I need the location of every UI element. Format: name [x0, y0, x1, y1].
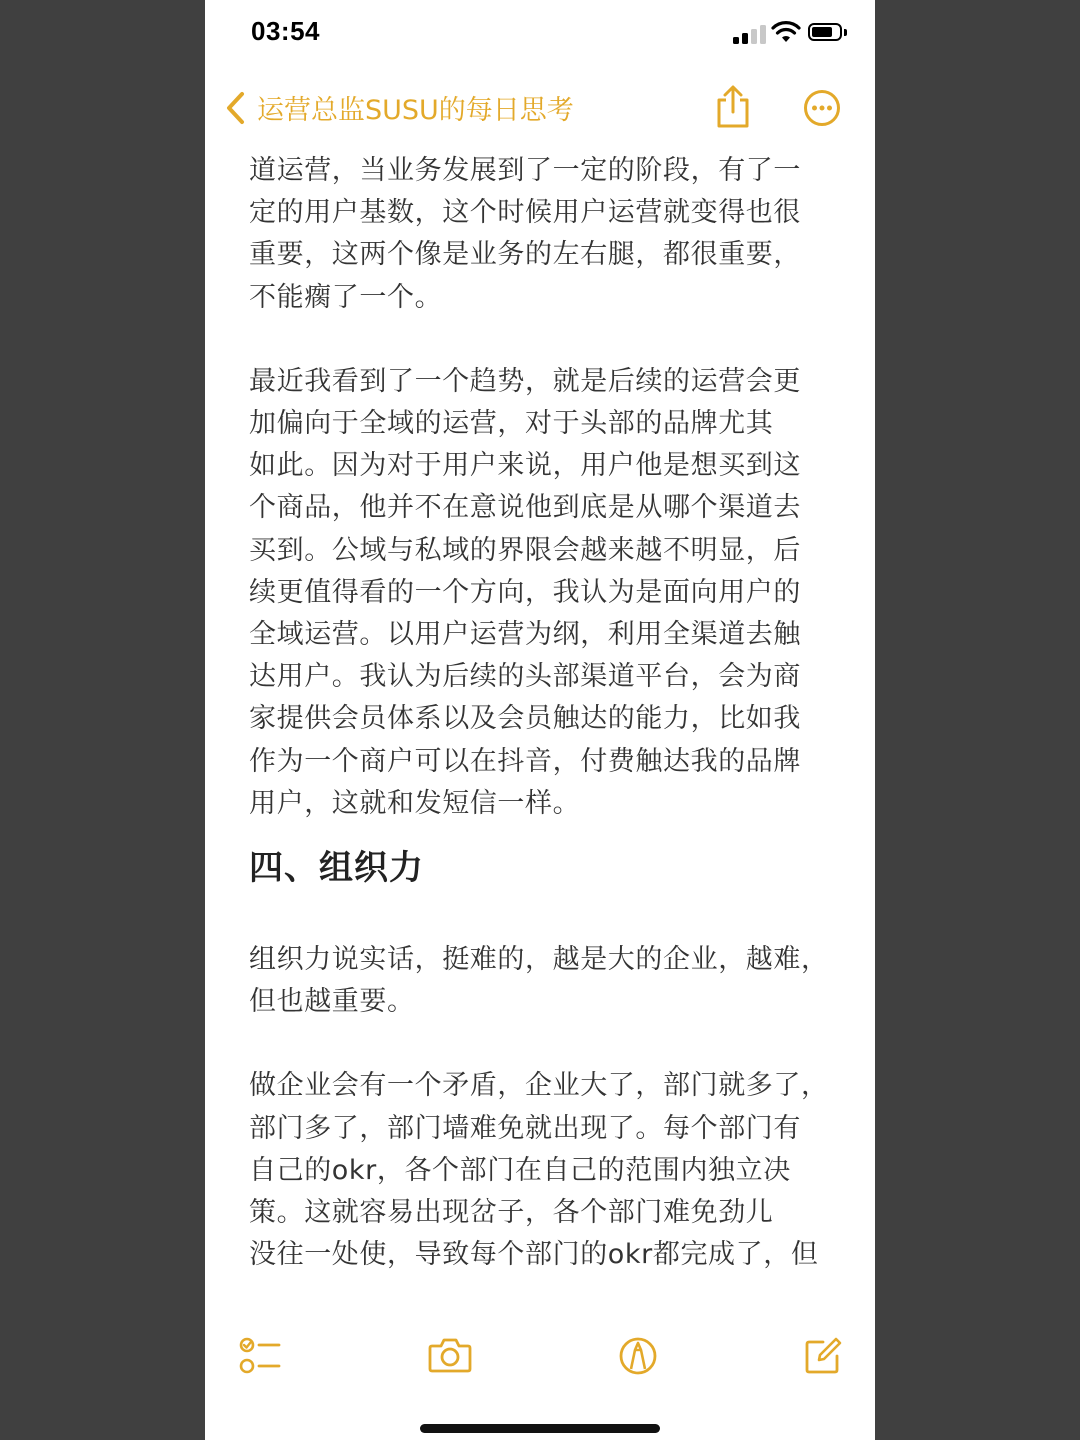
text-line: 续更值得看的一个方向，我认为是面向用户的	[249, 576, 801, 608]
wifi-icon	[771, 20, 801, 44]
text-line: 家提供会员体系以及会员触达的能力，比如我	[249, 703, 801, 735]
home-indicator[interactable]	[420, 1424, 660, 1433]
text-line: 达用户。我认为后续的头部渠道平台，会为商	[249, 661, 801, 693]
text-line: 全域运营。以用户运营为纲，利用全渠道去触	[249, 619, 801, 651]
text-line: 部门多了，部门墙难免就出现了。每个部门有	[249, 1112, 801, 1144]
text-line: 作为一个商户可以在抖音，付费触达我的品牌	[249, 745, 801, 777]
section-heading: 四、组织力	[249, 848, 424, 889]
text-line: 自己的okr，各个部门在自己的范围内独立决	[249, 1154, 791, 1186]
camera-icon[interactable]	[428, 1336, 472, 1374]
text-line: 道运营，当业务发展到了一定的阶段，有了一	[249, 155, 801, 186]
share-icon[interactable]	[713, 84, 753, 130]
text-line: 但也越重要。	[249, 986, 415, 1018]
text-line: 最近我看到了一个趋势，就是后续的运营会更	[249, 365, 801, 397]
more-icon[interactable]	[803, 89, 841, 127]
note-body[interactable]	[249, 150, 839, 1310]
markup-pen-icon[interactable]	[618, 1336, 658, 1376]
phone-screen	[205, 0, 875, 1440]
text-line: 不能瘸了一个。	[249, 281, 443, 313]
checklist-icon[interactable]	[239, 1336, 281, 1376]
battery-cap	[844, 29, 847, 36]
text-line: 重要，这两个像是业务的左右腿，都很重要，	[249, 239, 801, 271]
text-line: 组织力说实话，挺难的，越是大的企业，越难，	[249, 944, 829, 976]
paragraph-1	[249, 150, 839, 319]
bottom-toolbar	[205, 1320, 875, 1400]
back-folder-title[interactable]: 运营总监SUSU的每日思考	[257, 95, 574, 126]
text-line: 做企业会有一个矛盾，企业大了，部门就多了，	[249, 1070, 829, 1102]
text-line: 定的用户基数，这个时候用户运营就变得也很	[249, 197, 801, 229]
text-line: 策。这就容易出现岔子，各个部门难免劲儿	[249, 1197, 774, 1229]
text-line: 用户，这就和发短信一样。	[249, 787, 581, 819]
cellular-signal-icon	[733, 22, 767, 44]
paragraph-4	[249, 1065, 839, 1276]
paragraph-gap	[249, 319, 839, 361]
status-bar	[205, 0, 875, 70]
text-line: 没往一处使，导致每个部门的okr都完成了，但	[249, 1239, 819, 1271]
paragraph-3	[249, 939, 839, 1023]
chevron-left-icon[interactable]	[223, 90, 247, 126]
battery-icon	[808, 23, 842, 41]
paragraph-2	[249, 361, 839, 825]
text-line: 加偏向于全域的运营，对于头部的品牌尤其	[249, 408, 774, 440]
paragraph-gap	[249, 1023, 839, 1065]
navigation-bar	[205, 70, 875, 145]
text-line: 如此。因为对于用户来说，用户他是想买到这	[249, 450, 801, 482]
text-line: 个商品，他并不在意说他到底是从哪个渠道去	[249, 492, 801, 524]
compose-icon[interactable]	[803, 1336, 843, 1376]
text-line: 买到。公域与私域的界限会越来越不明显，后	[249, 534, 801, 566]
status-time: 03:54	[251, 16, 320, 46]
